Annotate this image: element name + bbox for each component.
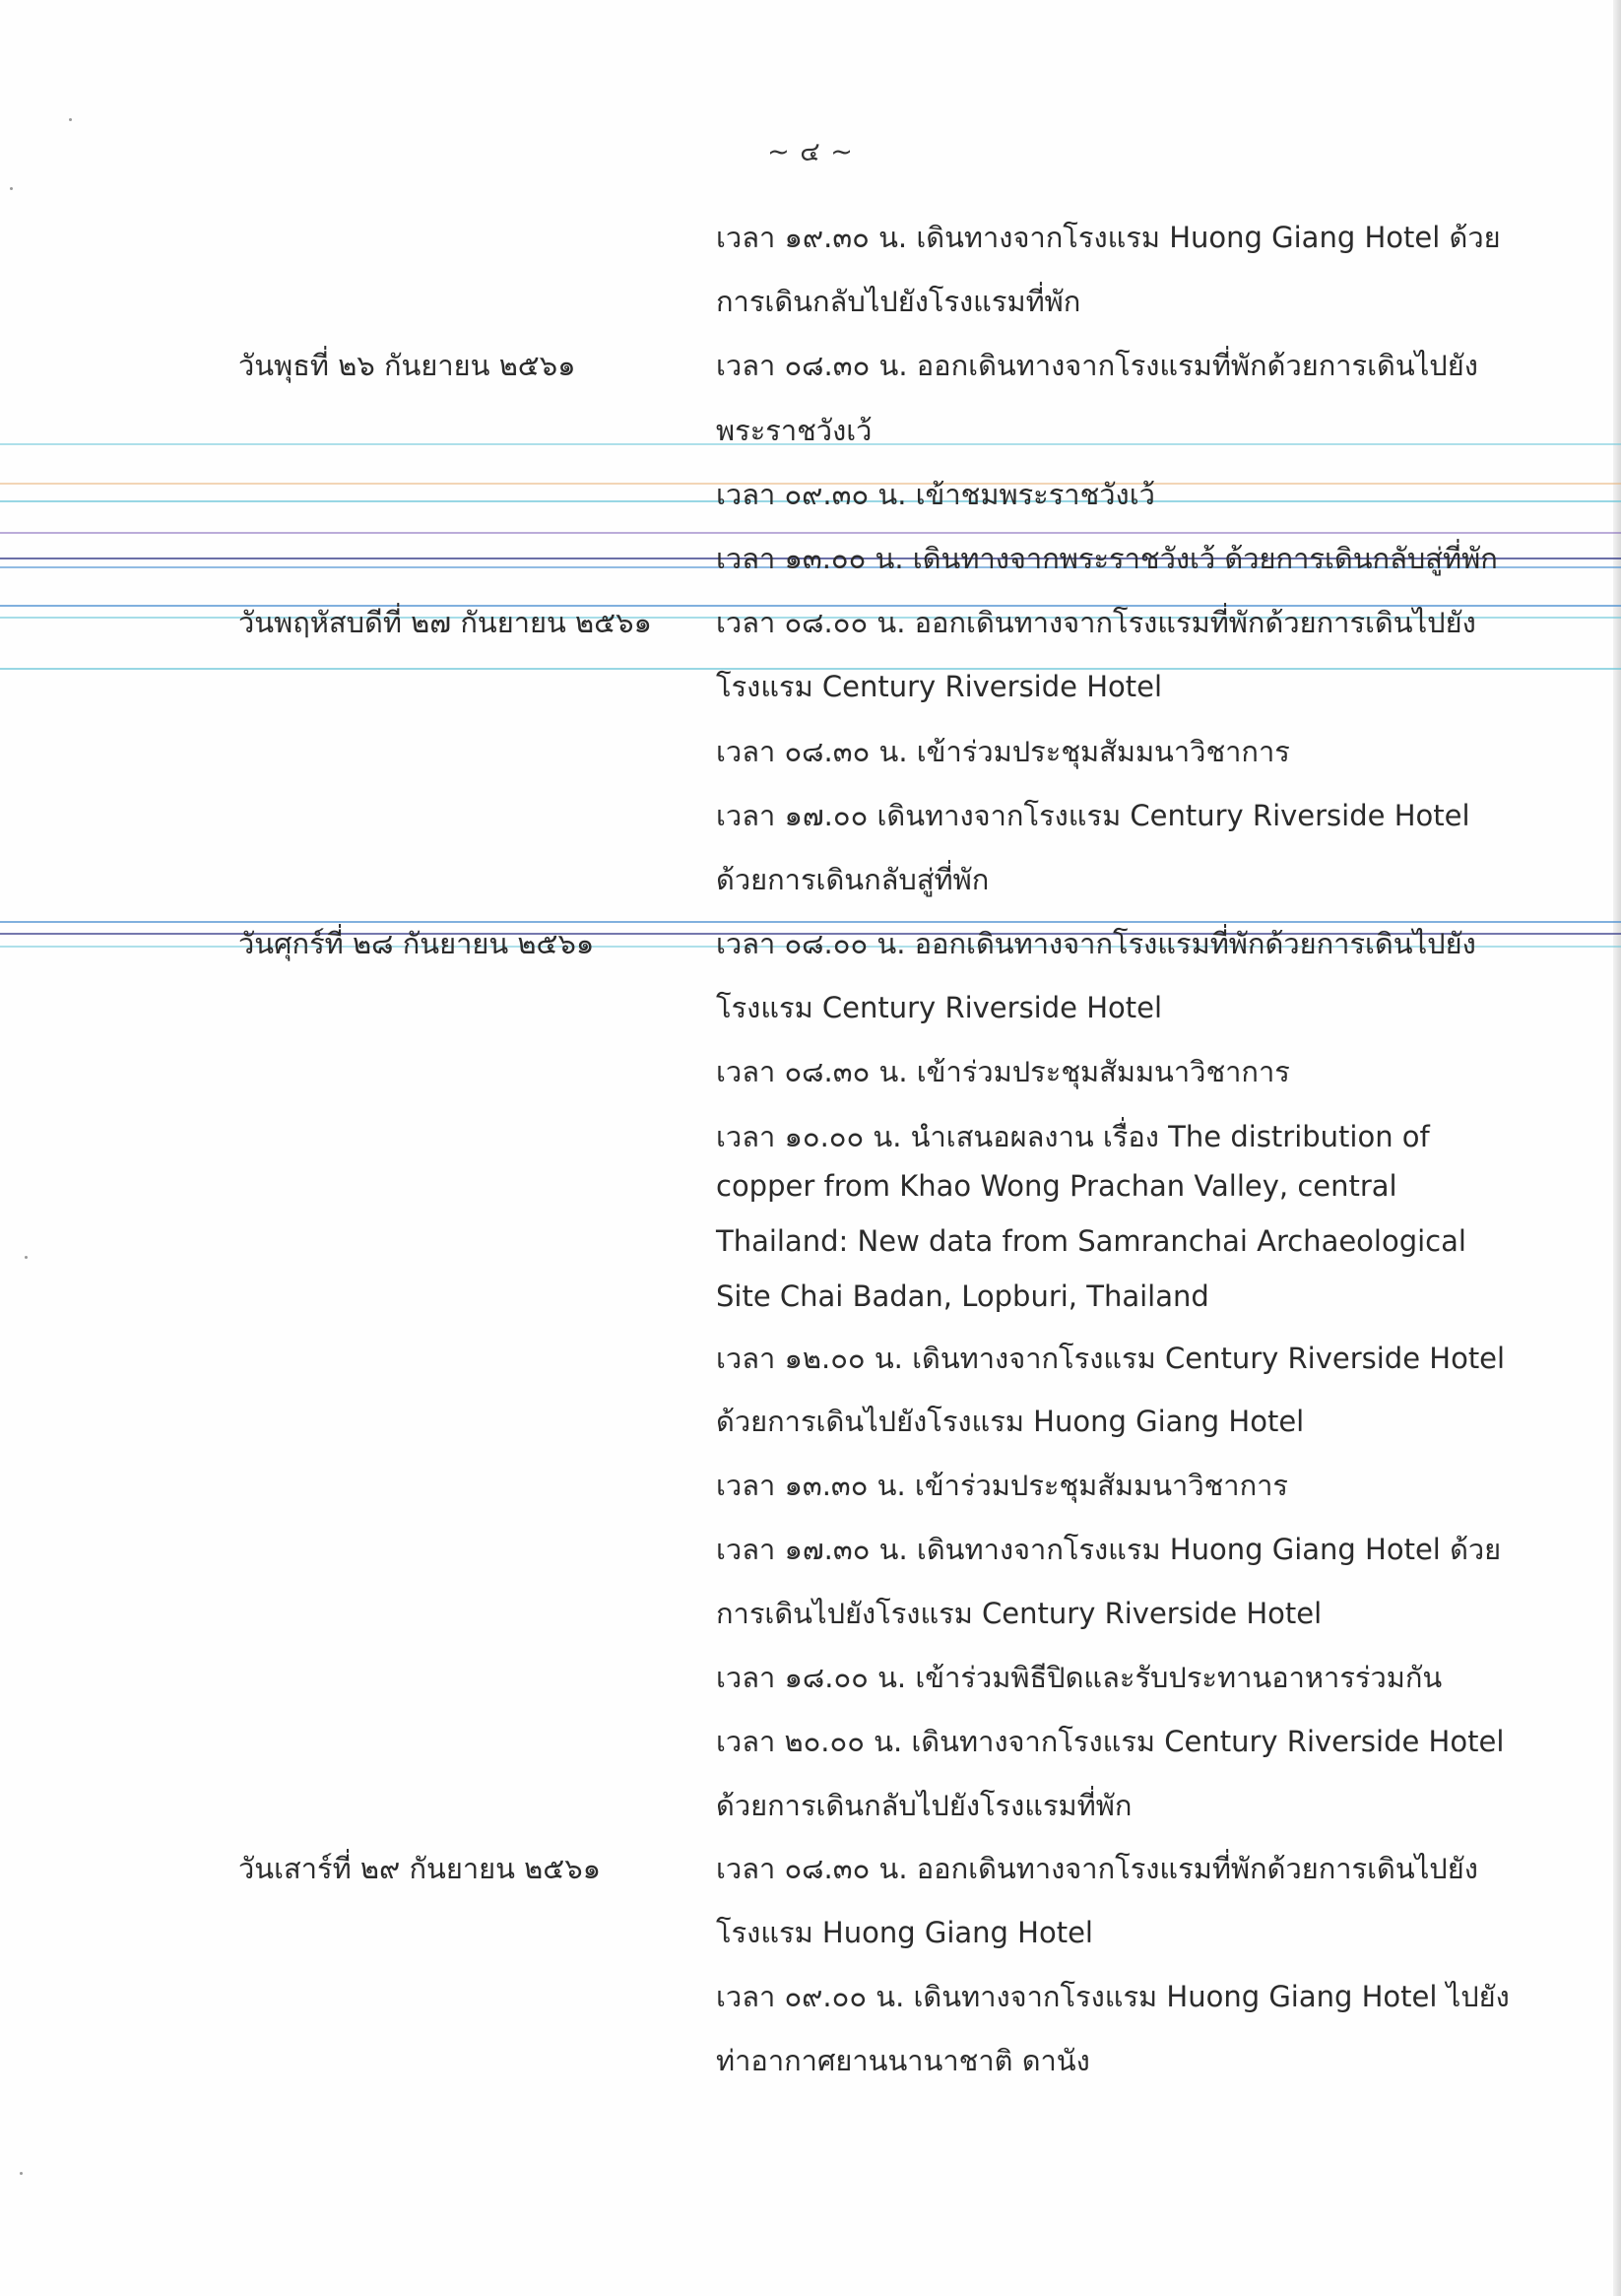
schedule-line: เวลา ๐๘.๓๐ น. ออกเดินทางจากโรงแรมที่พักด้วยการเดินไปยัง xyxy=(716,1852,1478,1885)
schedule-line: ด้วยการเดินกลับสู่ที่พัก xyxy=(716,863,990,896)
schedule-line: เวลา ๐๘.๓๐ น. ออกเดินทางจากโรงแรมที่พักด้วยการเดินไปยัง xyxy=(716,349,1478,382)
schedule-line: เวลา ๐๙.๐๐ น. เดินทางจากโรงแรม Huong Giang Hotel ไปยัง xyxy=(716,1980,1510,2013)
day-label-saturday: วันเสาร์ที่ ๒๙ กันยายน ๒๕๖๑ xyxy=(238,1852,602,1885)
day-label-thursday: วันพฤหัสบดีที่ ๒๗ กันยายน ๒๕๖๑ xyxy=(238,606,652,639)
schedule-line: พระราชวังเว้ xyxy=(716,414,873,447)
schedule-line: เวลา ๐๘.๐๐ น. ออกเดินทางจากโรงแรมที่พักด้วยการเดินไปยัง xyxy=(716,606,1476,639)
page-number: ~ ๔ ~ xyxy=(767,137,854,167)
schedule-line: การเดินกลับไปยังโรงแรมที่พัก xyxy=(716,285,1081,318)
scan-artifact-line xyxy=(0,532,1621,534)
scan-speck xyxy=(69,118,72,121)
schedule-line: โรงแรม Century Riverside Hotel xyxy=(716,670,1163,703)
schedule-line: เวลา ๑๐.๐๐ น. นำเสนอผลงาน เรื่อง The distribution of xyxy=(716,1120,1430,1153)
schedule-line: ท่าอากาศยานนานาชาติ ดานัง xyxy=(716,2044,1090,2077)
schedule-line: เวลา ๑๓.๓๐ น. เข้าร่วมประชุมสัมมนาวิชาการ xyxy=(716,1469,1288,1502)
scan-speck xyxy=(20,2172,23,2175)
schedule-line: เวลา ๑๓.๐๐ น. เดินทางจากพระราชวังเว้ ด้วยการเดินกลับสู่ที่พัก xyxy=(716,542,1498,575)
schedule-line: เวลา ๒๐.๐๐ น. เดินทางจากโรงแรม Century Riverside Hotel xyxy=(716,1725,1505,1758)
schedule-line: เวลา ๑๒.๐๐ น. เดินทางจากโรงแรม Century Riverside Hotel xyxy=(716,1342,1506,1375)
schedule-line: Thailand: New data from Samranchai Archaeological xyxy=(716,1224,1466,1258)
schedule-line: เวลา ๐๘.๓๐ น. เข้าร่วมประชุมสัมมนาวิชาการ xyxy=(716,735,1290,768)
schedule-line: copper from Khao Wong Prachan Valley, central xyxy=(716,1169,1397,1203)
schedule-line: เวลา ๑๘.๐๐ น. เข้าร่วมพิธีปิดและรับประทานอาหารร่วมกัน xyxy=(716,1661,1443,1694)
schedule-line: โรงแรม Century Riverside Hotel xyxy=(716,991,1163,1024)
schedule-line: การเดินไปยังโรงแรม Century Riverside Hotel xyxy=(716,1597,1323,1630)
schedule-line: ด้วยการเดินไปยังโรงแรม Huong Giang Hotel xyxy=(716,1405,1305,1438)
page-edge-shadow xyxy=(1613,0,1621,2296)
day-label-friday: วันศุกร์ที่ ๒๘ กันยายน ๒๕๖๑ xyxy=(238,927,595,960)
schedule-line: เวลา ๐๘.๐๐ น. ออกเดินทางจากโรงแรมที่พักด้วยการเดินไปยัง xyxy=(716,927,1476,960)
schedule-line: เวลา ๑๗.๐๐ เดินทางจากโรงแรม Century Riverside Hotel xyxy=(716,799,1470,832)
schedule-line: เวลา ๐๘.๓๐ น. เข้าร่วมประชุมสัมมนาวิชาการ xyxy=(716,1055,1290,1088)
scan-speck xyxy=(10,187,13,190)
schedule-line: โรงแรม Huong Giang Hotel xyxy=(716,1916,1093,1949)
scan-speck xyxy=(25,1256,28,1259)
schedule-line: เวลา ๑๙.๓๐ น. เดินทางจากโรงแรม Huong Giang Hotel ด้วย xyxy=(716,221,1501,254)
schedule-line: เวลา ๐๙.๓๐ น. เข้าชมพระราชวังเว้ xyxy=(716,478,1155,511)
schedule-line: เวลา ๑๗.๓๐ น. เดินทางจากโรงแรม Huong Giang Hotel ด้วย xyxy=(716,1533,1502,1566)
schedule-line: Site Chai Badan, Lopburi, Thailand xyxy=(716,1279,1209,1313)
day-label-wednesday: วันพุธที่ ๒๖ กันยายน ๒๕๖๑ xyxy=(238,349,576,382)
schedule-line: ด้วยการเดินกลับไปยังโรงแรมที่พัก xyxy=(716,1789,1133,1822)
